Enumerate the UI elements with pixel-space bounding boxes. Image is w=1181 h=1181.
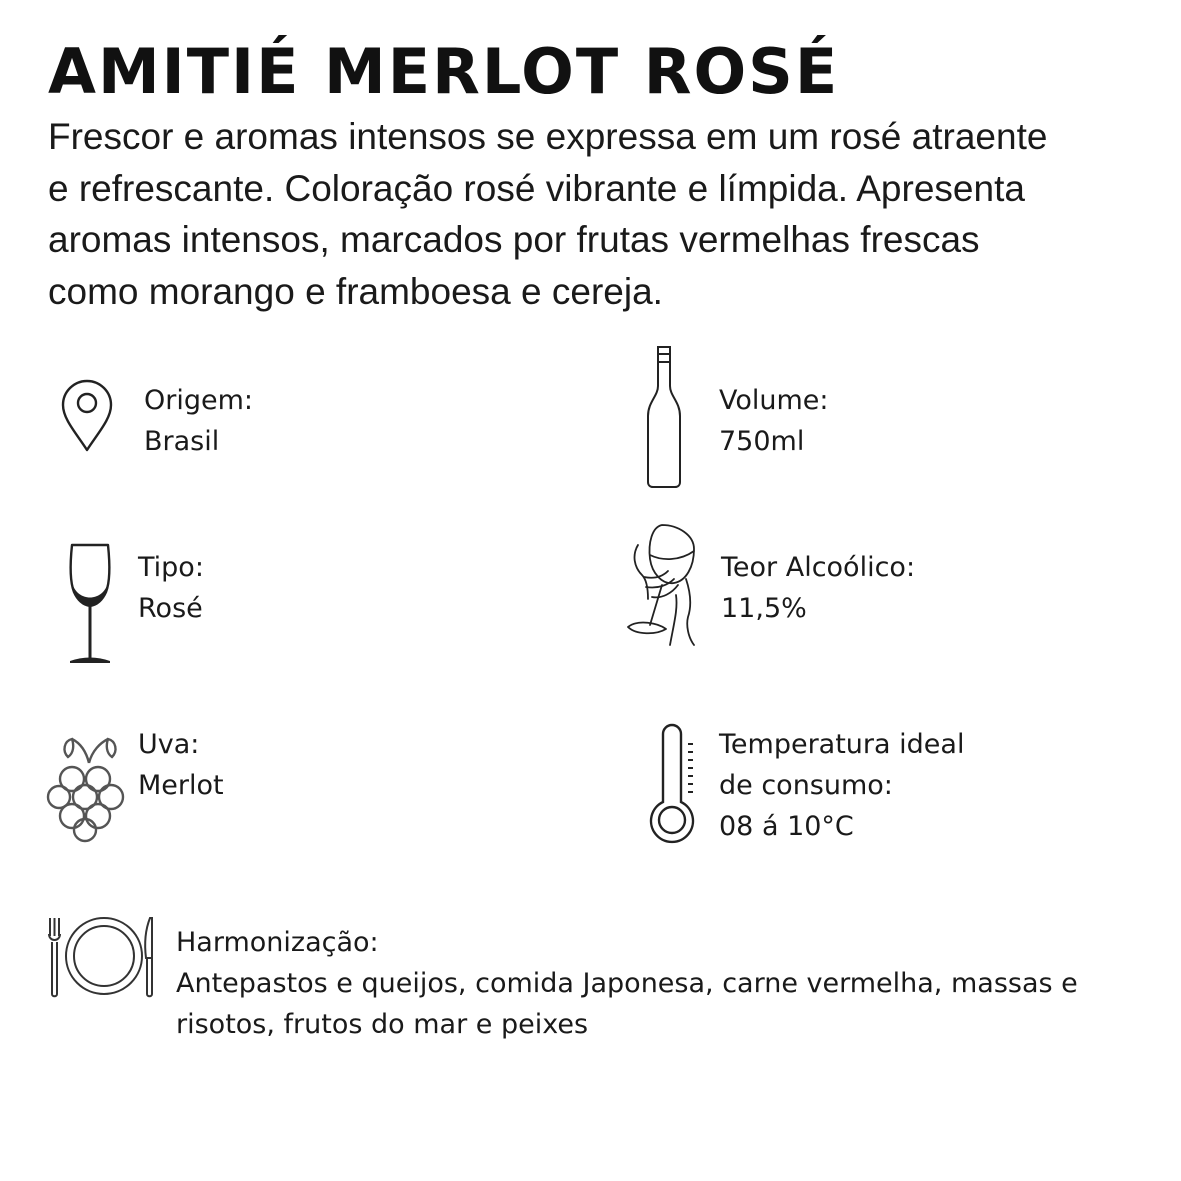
grape-label: Uva: (138, 729, 200, 760)
wine-bottle-icon (642, 344, 686, 490)
spec-temperature (719, 724, 964, 847)
thermometer-icon (646, 722, 702, 844)
description-line: Frescor e aromas intensos se expressa em um rosé atraente (48, 116, 1048, 157)
product-title: AMITIÉ MERLOT ROSÉ (48, 35, 840, 108)
wine-glass-icon (66, 542, 114, 666)
origin-label: Origem: (144, 385, 254, 416)
temperature-label: Temperatura ideal (719, 729, 965, 760)
spec-origin (144, 380, 253, 462)
spec-volume (719, 380, 829, 462)
description-line: e refrescante. Coloração rosé vibrante e límpida. Apresenta (48, 167, 1025, 209)
spec-type (138, 547, 204, 629)
alcohol-value: 11,5% (721, 593, 807, 624)
pairing-text: risotos, frutos do mar e peixes (176, 1009, 589, 1040)
temperature-label: de consumo: (719, 770, 893, 801)
spec-grape (138, 724, 224, 806)
plate-cutlery-icon (46, 914, 158, 1000)
origin-value: Brasil (144, 426, 220, 457)
spec-alcohol (721, 547, 915, 629)
description-line: aromas intensos, marcados por frutas vermelhas frescas (48, 219, 980, 260)
hand-glass-icon (622, 519, 706, 649)
temperature-value: 08 á 10°C (719, 811, 854, 842)
grapes-icon (46, 733, 132, 843)
pairing-section (176, 922, 1166, 1045)
volume-value: 750ml (719, 426, 805, 457)
type-label: Tipo: (138, 552, 204, 583)
grape-value: Merlot (138, 770, 224, 801)
description-line: como morango e framboesa e cereja. (48, 270, 663, 312)
pairing-label: Harmonização: (176, 927, 379, 958)
alcohol-label: Teor Alcoólico: (721, 552, 916, 583)
pairing-text: Antepastos e queijos, comida Japonesa, carne vermelha, massas e (176, 968, 1078, 999)
type-value: Rosé (138, 593, 203, 624)
volume-label: Volume: (719, 385, 829, 416)
product-description (48, 111, 1168, 317)
map-pin-icon (58, 377, 116, 453)
